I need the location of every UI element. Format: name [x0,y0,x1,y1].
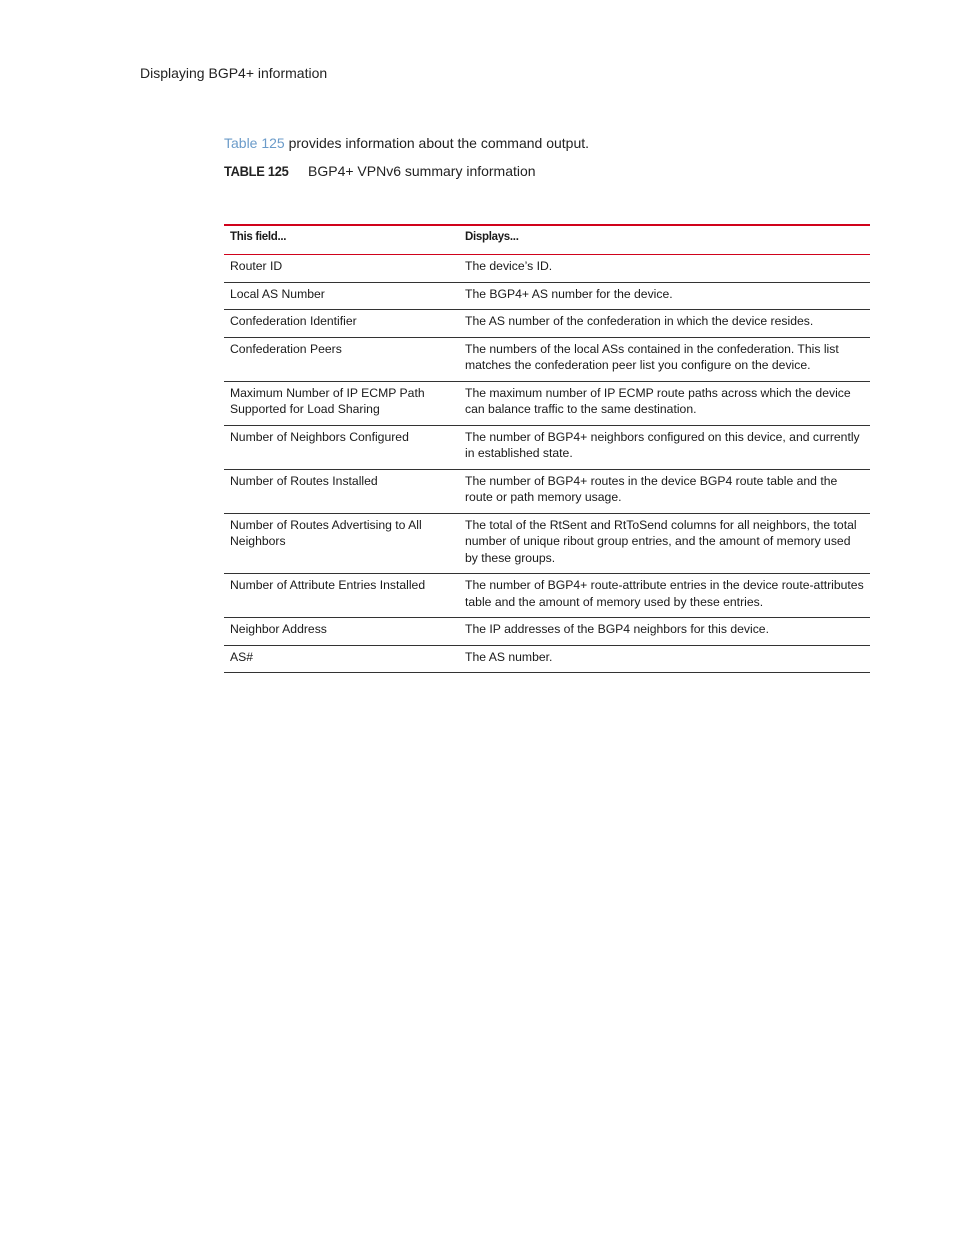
table-row [224,381,870,425]
table-caption [224,163,536,179]
running-header: Displaying BGP4+ information [140,65,328,81]
description-cell: The IP addresses of the BGP4 neighbors for this device. [459,618,870,646]
field-cell: Neighbor Address [224,618,459,646]
table-cross-reference-link[interactable]: Table 125 [224,135,285,151]
description-cell: The total of the RtSent and RtToSend columns for all neighbors, the total number of unique ribout group entries, and the amount of memory used by these groups. [459,513,870,574]
table-header-row [224,225,870,255]
summary-table [224,224,870,673]
intro-paragraph [224,135,589,151]
table-caption-title: BGP4+ VPNv6 summary information [308,163,536,179]
field-cell: Maximum Number of IP ECMP Path Supported for Load Sharing [224,381,459,425]
table-row [224,469,870,513]
table-row [224,513,870,574]
table-row [224,310,870,338]
field-cell: Router ID [224,255,459,283]
description-cell: The numbers of the local ASs contained in the confederation. This list matches the confederation peer list you configure on the device. [459,337,870,381]
table-row [224,574,870,618]
field-cell: Number of Neighbors Configured [224,425,459,469]
table-row [224,255,870,283]
table-row [224,645,870,673]
description-cell: The AS number of the confederation in which the device resides. [459,310,870,338]
description-cell: The number of BGP4+ neighbors configured on this device, and currently in established state. [459,425,870,469]
field-cell: Number of Attribute Entries Installed [224,574,459,618]
description-cell: The BGP4+ AS number for the device. [459,282,870,310]
description-cell: The number of BGP4+ route-attribute entries in the device route-attributes table and the amount of memory used by these entries. [459,574,870,618]
description-cell: The AS number. [459,645,870,673]
field-cell: Confederation Peers [224,337,459,381]
intro-text: provides information about the command output. [284,135,590,151]
table-row [224,337,870,381]
field-cell: Number of Routes Installed [224,469,459,513]
field-cell: Confederation Identifier [224,310,459,338]
description-cell: The maximum number of IP ECMP route paths across which the device can balance traffic to the same destination. [459,381,870,425]
description-cell: The number of BGP4+ routes in the device BGP4 route table and the route or path memory usage. [459,469,870,513]
field-cell: Local AS Number [224,282,459,310]
table-row [224,618,870,646]
table-caption-label: TABLE 125 [224,163,289,179]
table-row [224,282,870,310]
description-cell: The device’s ID. [459,255,870,283]
field-cell: Number of Routes Advertising to All Neighbors [224,513,459,574]
header-field-column: This field... [230,231,287,243]
field-cell: AS# [224,645,459,673]
table-row [224,425,870,469]
header-displays-column: Displays... [465,231,519,243]
